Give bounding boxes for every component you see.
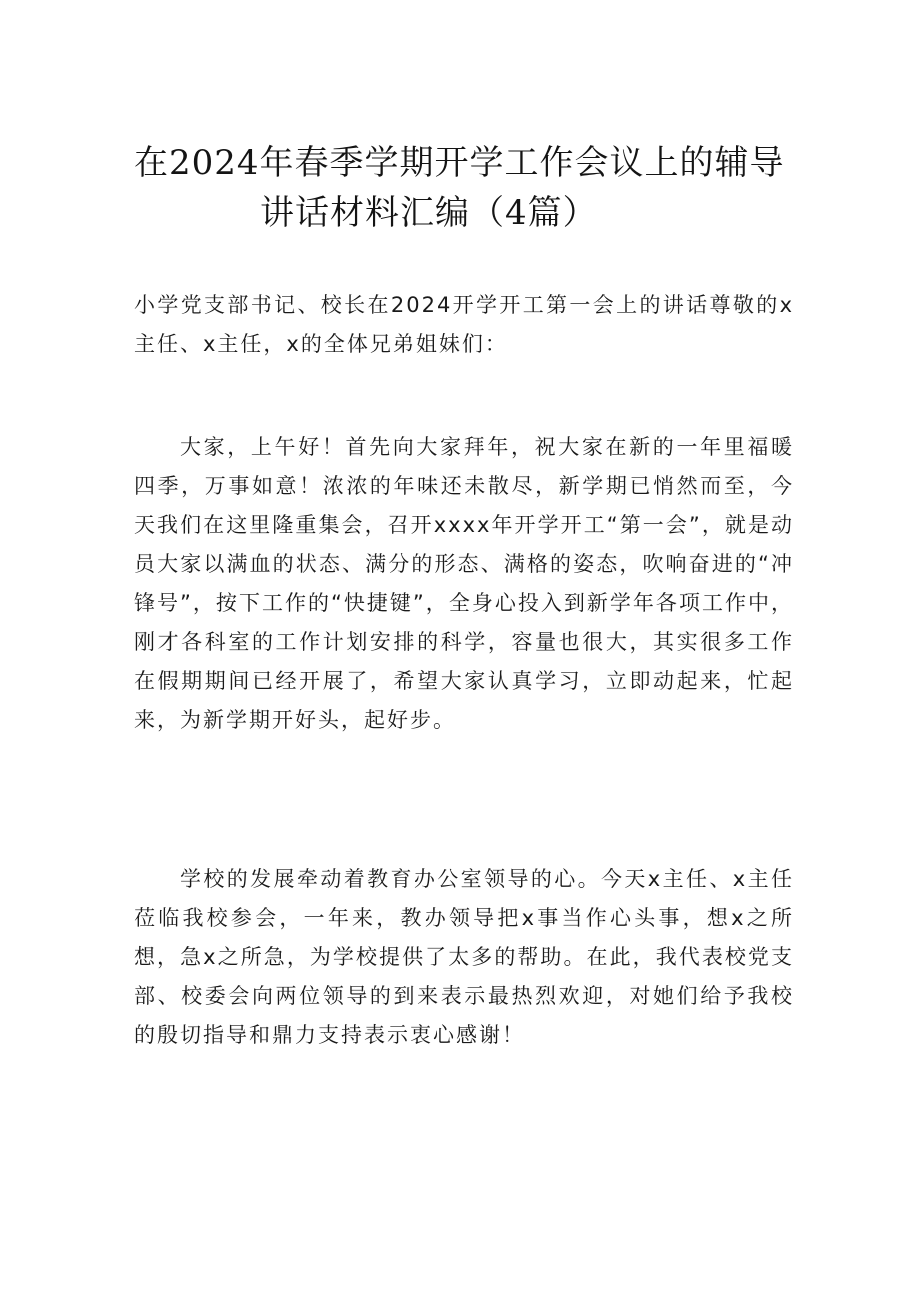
body-paragraph-1: 大家，上午好！首先向大家拜年，祝大家在新的一年里福暖四季，万事如意！浓浓的年味还未散尽，新学期已悄然而至，今天我们在这里隆重集会，召开xxxx年开学开工“第一会”，就是动员大家以满血的状态、满分的形态、满格的姿态，吹响奋进的“冲锋号”，按下工作的“快捷键”，全身心投入到新学年各项工作中，刚才各科室的工作计划安排的科学，容量也很大，其实很多工作在假期期间已经开展了，希望大家认真学习，立即动起来，忙起来，为新学期开好头，起好步。 xyxy=(134,435,794,732)
document-title xyxy=(110,138,810,238)
intro-paragraph: 小学党支部书记、校长在2024开学开工第一会上的讲话尊敬的x主任、x主任，x的全体兄弟姐妹们： xyxy=(134,293,794,356)
title-line-2: 讲话材料汇编（4篇） xyxy=(260,193,598,233)
title-line-1: 在2024年春季学期开学工作会议上的辅导 xyxy=(134,143,785,183)
body-paragraph-2: 学校的发展牵动着教育办公室领导的心。今天x主任、x主任莅临我校参会，一年来，教办领导把x事当作心头事，想x之所想，急x之所急，为学校提供了太多的帮助。在此，我代表校党支部、校委会向两位领导的到来表示最热烈欢迎，对她们给予我校的殷切指导和鼎力支持表示衷心感谢！ xyxy=(134,867,794,1047)
